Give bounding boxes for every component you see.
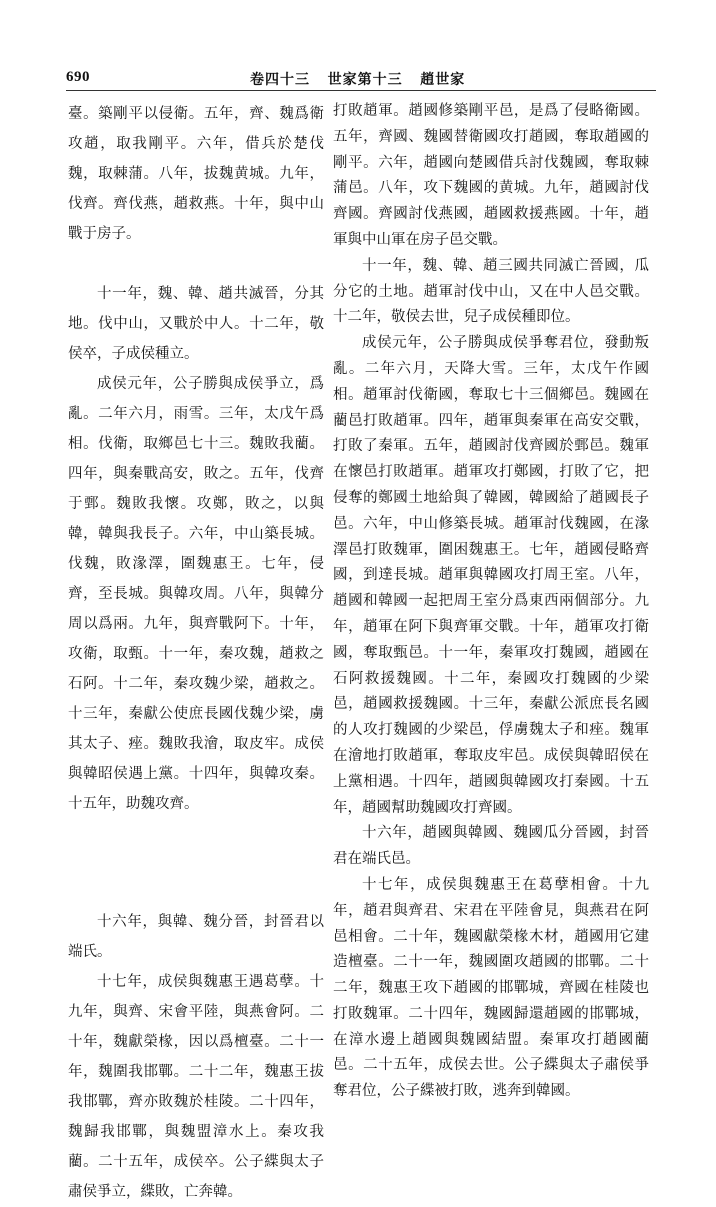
paragraph-gap bbox=[68, 819, 324, 907]
left-paragraph: 成侯元年，公子勝與成侯爭立，爲亂。二年六月，雨雪。三年，太戊午爲相。伐衛，取鄉邑七十三。魏敗我藺。四年，與秦戰高安，敗之。五年，伐齊于鄄。魏敗我懷。攻鄭，敗之，以與韓，韓與我長子。六年，中山築長城。伐魏，敗湪澤，圍魏惠王。七年，侵齊，至長城。與韓攻周。八年，與韓分周以爲兩。九年，與齊戰阿下。十年，攻衛，取甄。十一年，秦攻魏，趙救之石阿。十二年，秦攻魏少梁，趙救之。十三年，秦獻公使庶長國伐魏少梁，虜其太子、痤。魏敗我澮，取皮牢。成侯與韓昭侯遇上黨。十四年，與韓攻秦。十五年，助魏攻齊。 bbox=[68, 376, 324, 812]
right-paragraph: 打敗趙軍。趙國修築剛平邑，是爲了侵略衛國。五年，齊國、魏國替衛國攻打趙國，奪取趙國的剛平。六年，趙國向楚國借兵討伐魏國，奪取棘蒲邑。八年，攻下魏國的黄城。九年，趙國討伐齊國。齊國討伐燕國，趙國救援燕國。十年，趙軍與中山軍在房子邑交戰。 bbox=[333, 103, 649, 248]
left-paragraph: 臺。築剛平以侵衛。五年，齊、魏爲衛攻趙，取我剛平。六年，借兵於楚伐魏，取棘蒲。八年，拔魏黄城。九年，伐齊。齊伐燕，趙救燕。十年，與中山戰于房子。 bbox=[68, 106, 324, 242]
paragraph-gap bbox=[68, 249, 324, 279]
left-paragraph: 十六年，與韓、魏分晉，封晉君以端氏。 bbox=[68, 914, 324, 960]
running-header: 卷四十三 世家第十三 趙世家 bbox=[250, 72, 466, 88]
right-paragraph: 十七年，成侯與魏惠王在葛孽相會。十九年，趙君與齊君、宋君在平陸會見，與燕君在阿邑相會。二十年，魏國獻榮椽木材，趙國用它建造檀臺。二十一年，魏國圍攻趙國的邯鄲。二十二年，魏惠王攻下趙國的邯鄲城，齊國在桂陵也打敗魏軍。二十四年，魏國歸還趙國的邯鄲城，在漳水邊上趙國與魏國結盟。秦軍攻打趙國藺邑。二十五年，成侯去世。公子緤與太子肅侯爭奪君位，公子緤被打敗，逃奔到韓國。 bbox=[333, 876, 649, 1100]
left-paragraph: 十七年，成侯與魏惠王遇葛孽。十九年，與齊、宋會平陸，與燕會阿。二十年，魏獻榮椽，因以爲檀臺。二十一年，魏圍我邯鄲。二十二年，魏惠王拔我邯鄲，齊亦敗魏於桂陵。二十四年，魏歸我邯鄲，與魏盟漳水上。秦攻我藺。二十五年，成侯卒。公子緤與太子肅侯爭立，緤敗，亡奔韓。 bbox=[68, 974, 324, 1200]
right-paragraph: 十六年，趙國與韓國、魏國瓜分晉國，封晉君在端氏邑。 bbox=[333, 825, 649, 868]
page-number: 690 bbox=[66, 69, 90, 85]
left-column-classical-text bbox=[68, 99, 324, 1207]
right-column-translation bbox=[333, 99, 649, 1105]
header-rule bbox=[66, 90, 656, 91]
left-paragraph: 十一年，魏、韓、趙共滅晉，分其地。伐中山，又戰於中人。十二年，敬侯卒，子成侯種立。 bbox=[68, 286, 324, 362]
right-paragraph: 成侯元年，公子勝與成侯爭奪君位，發動叛亂。二年六月，天降大雪。三年，太戊午作國相。趙軍討伐衛國，奪取七十三個鄉邑。魏國在藺邑打敗趙軍。四年，趙軍與秦軍在高安交戰，打敗了秦軍。五年，趙國討伐齊國於鄄邑。魏軍在懷邑打敗趙軍。趙軍攻打鄭國，打敗了它，把侵奪的鄭國土地給與了韓國，韓國給了趙國長子邑。六年，中山修築長城。趙軍討伐魏國，在湪澤邑打敗魏軍，圍困魏惠王。七年，趙國侵略齊國，到達長城。趙軍與韓國攻打周王室。八年，趙國和韓國一起把周王室分爲東西兩個部分。九年，趙軍在阿下與齊軍交戰。十年，趙軍攻打衛國，奪取甄邑。十一年，秦軍攻打魏國，趙國在石阿救援魏國。十二年，秦國攻打魏國的少梁邑，趙國救援魏國。十三年，秦獻公派庶長名國的人攻打魏國的少梁邑，俘虜魏太子和痤。魏軍在澮地打敗趙軍，奪取皮牢邑。成侯與韓昭侯在上黨相遇。十四年，趙國與韓國攻打秦國。十五年，趙國幫助魏國攻打齊國。 bbox=[333, 335, 649, 816]
right-paragraph: 十一年，魏、韓、趙三國共同滅亡晉國，瓜分它的土地。趙軍討伐中山，又在中人邑交戰。十二年，敬侯去世，兒子成侯種即位。 bbox=[333, 257, 649, 326]
